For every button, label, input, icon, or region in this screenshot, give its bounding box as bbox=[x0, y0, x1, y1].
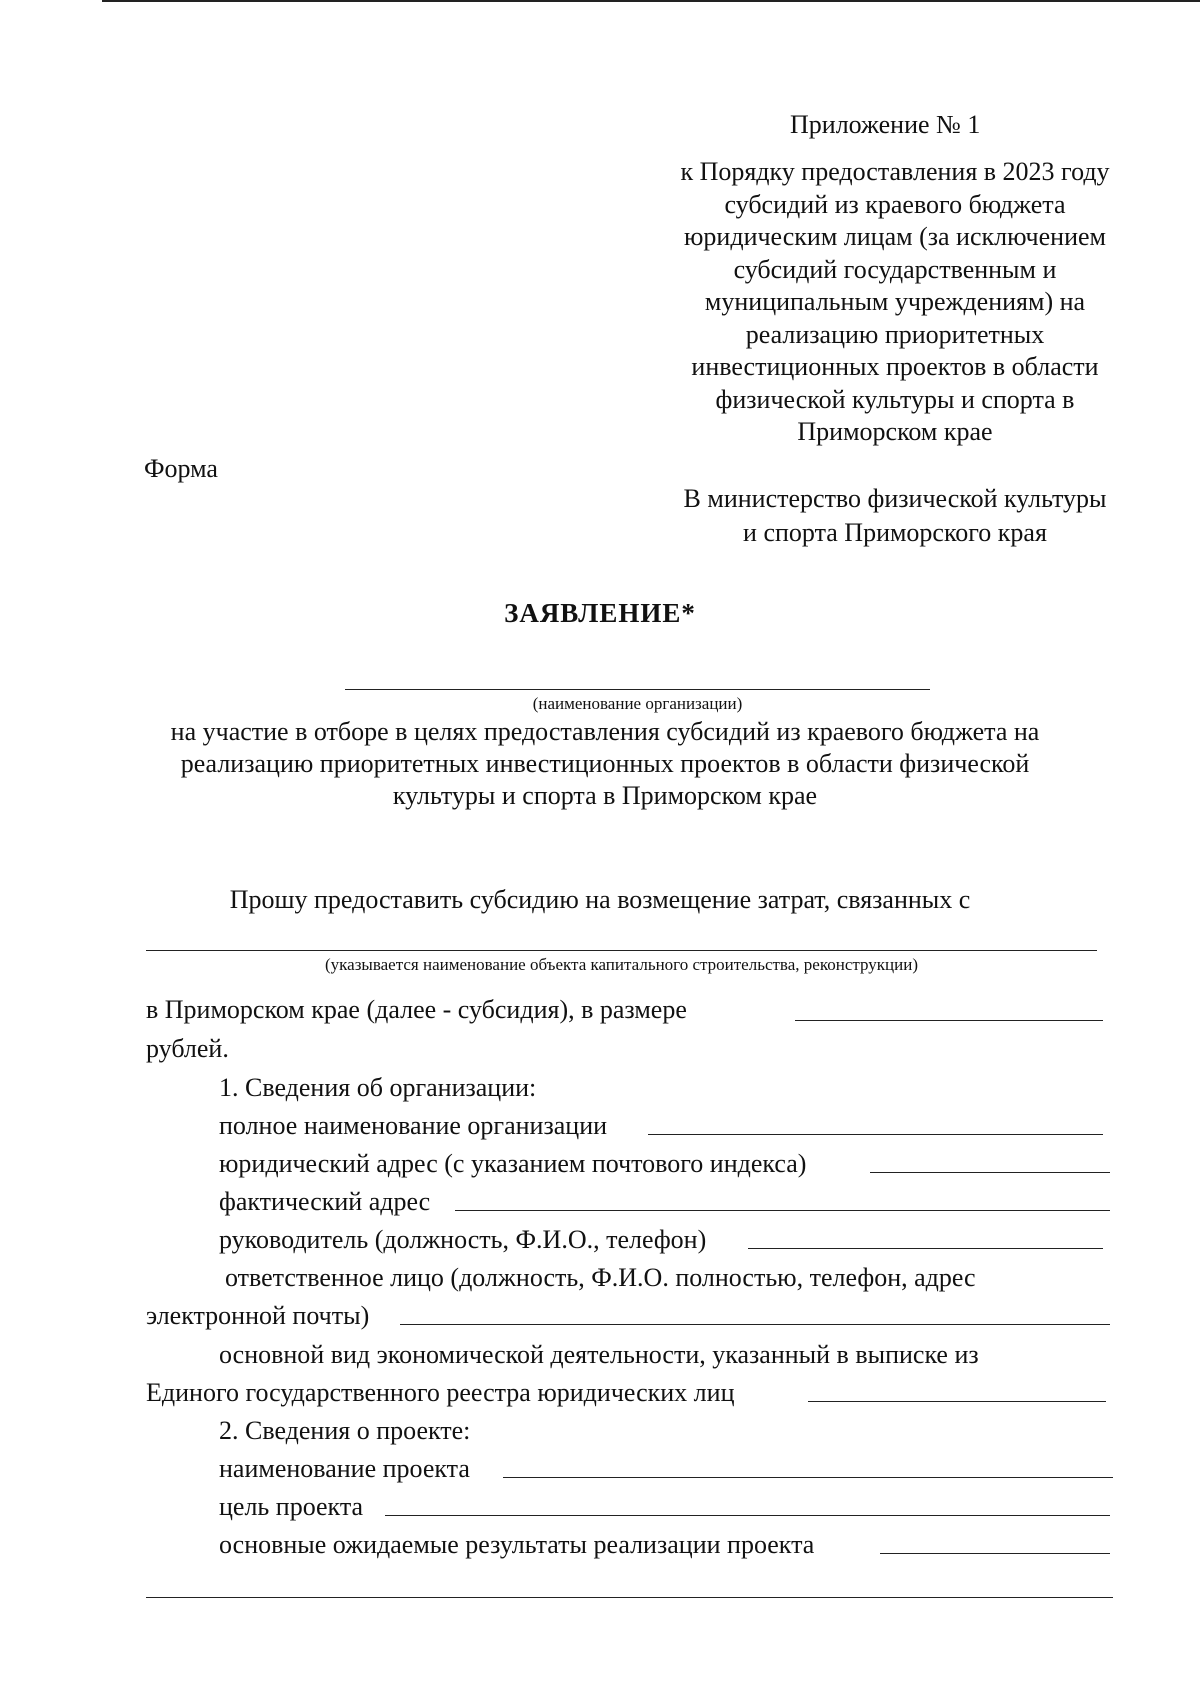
order-reference-line: юридическим лицам (за исключением bbox=[684, 222, 1106, 251]
top-border-line bbox=[102, 0, 1200, 2]
actual-address-label: фактический адрес bbox=[219, 1187, 431, 1216]
addressee-line: и спорта Приморского края bbox=[743, 518, 1047, 547]
organization-name-line bbox=[345, 689, 930, 690]
expected-results-field-continued[interactable] bbox=[146, 1597, 1113, 1598]
purpose-line: на участие в отборе в целях предоставления субсидий из краевого бюджета на bbox=[170, 717, 1040, 746]
amount-field[interactable] bbox=[795, 1020, 1103, 1021]
object-caption: (указывается наименование объекта капитального строительства, реконструкции) bbox=[324, 955, 918, 974]
purpose-line: реализацию приоритетных инвестиционных проектов в области физической bbox=[180, 749, 1030, 778]
project-name-label: наименование проекта bbox=[219, 1454, 470, 1483]
responsible-label-line1: ответственное лицо (должность, Ф.И.О. полностью, телефон, адрес bbox=[225, 1263, 976, 1292]
order-reference-line: инвестиционных проектов в области bbox=[691, 352, 1099, 381]
activity-label-line2: Единого государственного реестра юридических лиц bbox=[146, 1378, 735, 1407]
order-reference-line: муниципальным учреждениям) на bbox=[704, 287, 1086, 316]
head-field[interactable] bbox=[748, 1248, 1103, 1249]
legal-address-field[interactable] bbox=[870, 1172, 1110, 1173]
full-name-label: полное наименование организации bbox=[219, 1111, 608, 1140]
currency-label: рублей. bbox=[146, 1034, 229, 1063]
purpose-line: культуры и спорта в Приморском крае bbox=[392, 781, 818, 810]
appendix-number: Приложение № 1 bbox=[790, 110, 981, 139]
section1-heading: 1. Сведения об организации: bbox=[219, 1073, 537, 1102]
form-label: Форма bbox=[144, 454, 218, 483]
activity-field[interactable] bbox=[808, 1401, 1106, 1402]
amount-row bbox=[146, 993, 687, 1026]
expected-results-field[interactable] bbox=[880, 1553, 1110, 1554]
order-reference-line: Приморском крае bbox=[797, 417, 993, 446]
application-purpose bbox=[100, 716, 1110, 812]
actual-address-field[interactable] bbox=[455, 1210, 1110, 1211]
order-reference-line: физической культуры и спорта в bbox=[715, 384, 1075, 414]
order-reference-line: субсидий из краевого бюджета bbox=[724, 189, 1066, 219]
expected-results-label: основные ожидаемые результаты реализации проекта bbox=[219, 1530, 815, 1559]
amount-label: в Приморском крае (далее - субсидия), в размере bbox=[146, 995, 687, 1024]
order-reference-line: к Порядку предоставления в 2023 году bbox=[680, 157, 1110, 186]
legal-address-label: юридический адрес (с указанием почтового индекса) bbox=[219, 1149, 807, 1178]
addressee bbox=[650, 482, 1140, 550]
order-reference-line: субсидий государственным и bbox=[733, 254, 1057, 284]
addressee-line: В министерство физической культуры bbox=[683, 484, 1107, 513]
project-name-field[interactable] bbox=[503, 1477, 1113, 1478]
project-goal-label: цель проекта bbox=[219, 1492, 364, 1521]
full-name-field[interactable] bbox=[648, 1134, 1103, 1135]
organization-caption: (наименование организации) bbox=[532, 694, 743, 713]
head-label: руководитель (должность, Ф.И.О., телефон) bbox=[219, 1225, 707, 1254]
responsible-field[interactable] bbox=[400, 1324, 1110, 1325]
project-goal-field[interactable] bbox=[385, 1515, 1110, 1516]
activity-label-line1: основной вид экономической деятельности, указанный в выписке из bbox=[219, 1340, 979, 1369]
section2-heading: 2. Сведения о проекте: bbox=[219, 1416, 471, 1445]
request-text: Прошу предоставить субсидию на возмещение затрат, связанных с bbox=[229, 885, 971, 914]
order-reference bbox=[650, 156, 1140, 449]
responsible-label-line2: электронной почты) bbox=[146, 1301, 370, 1330]
order-reference-line: реализацию приоритетных bbox=[745, 319, 1045, 349]
object-name-line bbox=[146, 950, 1097, 951]
document-title: ЗАЯВЛЕНИЕ* bbox=[504, 598, 696, 628]
